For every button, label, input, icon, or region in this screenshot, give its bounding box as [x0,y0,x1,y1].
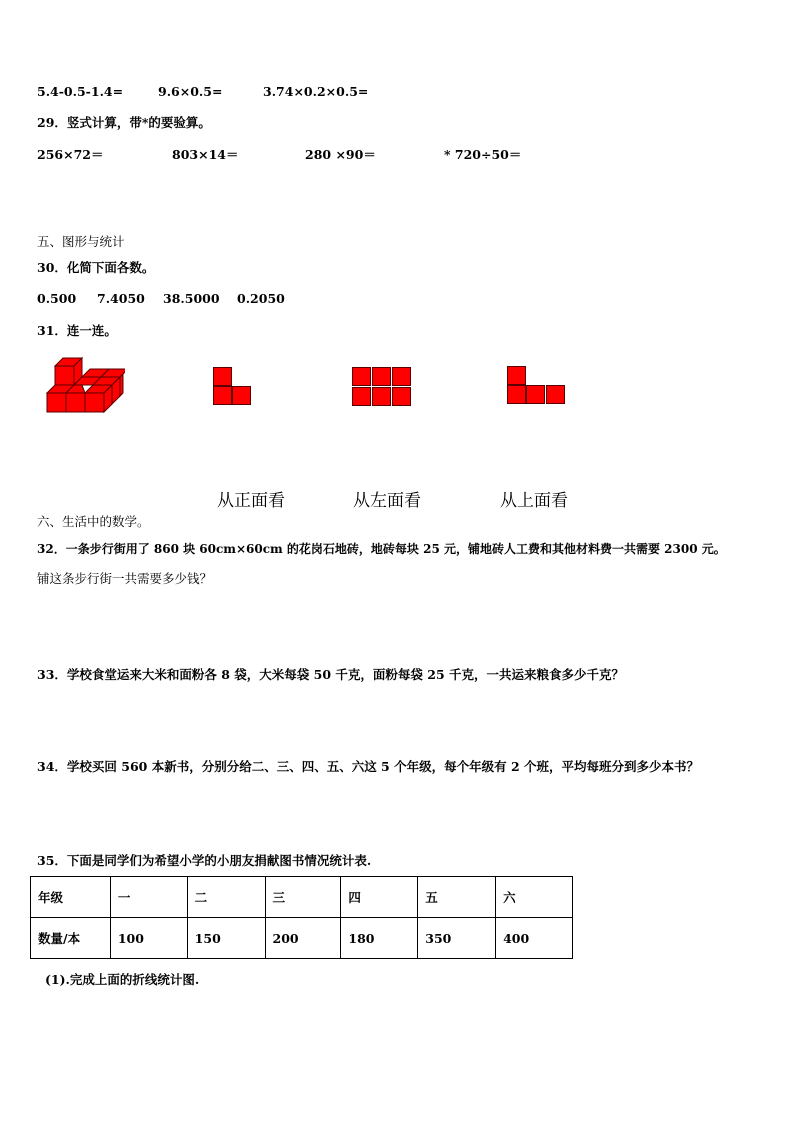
table-cell: 四 [341,877,418,918]
q35-title: 35．下面是同学们为希望小学的小朋友捐献图书情况统计表. [37,853,372,868]
square [213,386,232,405]
q32-line-2: 铺这条步行街一共需要多少钱？ [37,571,213,586]
square [392,387,411,406]
square [526,385,545,404]
q30-number-2: 7.4050 [97,291,145,306]
q30-number-1: 0.500 [37,291,77,306]
square [546,385,565,404]
table-cell: 180 [341,918,418,959]
q29-item-3: 280 ×90＝ [305,147,376,162]
table-row [31,918,573,959]
table-cell: 年级 [31,877,111,918]
table-cell: 一 [110,877,187,918]
expression-1: 5.4-0.5-1.4= [37,84,124,99]
expression-3: 3.74×0.2×0.5= [263,84,369,99]
q29-item-4: * 720÷50＝ [444,147,522,162]
q30-number-4: 0.2050 [237,291,285,306]
table-row [31,877,573,918]
q35-sub-1: (1).完成上面的折线统计图. [45,972,200,987]
q33-text: 33．学校食堂运来大米和面粉各 8 袋，大米每袋 50 千克，面粉每袋 25 千克，一共运来粮食多少千克？ [37,667,624,682]
table-cell: 数量/本 [31,918,111,959]
table-cell: 五 [418,877,496,918]
donation-table [30,876,573,959]
square [372,367,391,386]
view-label-front: 从正面看 [217,491,285,511]
table-cell: 350 [418,918,496,959]
q34-text: 34．学校买回 560 本新书，分别分给二、三、四、五、六这 5 个年级，每个年级有 2 个班，平均每班分到多少本书？ [37,759,699,774]
q30-number-3: 38.5000 [163,291,220,306]
table-cell: 150 [187,918,265,959]
table-cell: 100 [110,918,187,959]
table-cell: 三 [265,877,341,918]
square [352,387,371,406]
square [213,367,232,386]
q29-item-2: 803×14＝ [172,147,239,162]
section-6-heading: 六、生活中的数学。 [37,514,150,529]
square [507,366,526,385]
cube-stack-3d [45,355,125,415]
square [507,385,526,404]
table-cell: 400 [496,918,573,959]
view-label-top: 从上面看 [500,491,568,511]
q30-title: 30．化简下面各数。 [37,260,155,275]
table-cell: 二 [187,877,265,918]
table-cell: 200 [265,918,341,959]
q32-line-1: 32．一条步行街用了 860 块 60cm×60cm 的花岗石地砖，地砖每块 25 元，铺地砖人工费和其他材料费一共需要 2300 元。 [37,542,726,556]
table-cell: 六 [496,877,573,918]
square [392,367,411,386]
q31-title: 31．连一连。 [37,323,117,338]
square [372,387,391,406]
section-5-heading: 五、图形与统计 [37,234,125,249]
q29-title: 29．竖式计算，带*的要验算。 [37,115,211,130]
view-label-left: 从左面看 [353,491,421,511]
expression-2: 9.6×0.5= [158,84,223,99]
q29-item-1: 256×72＝ [37,147,104,162]
square [232,386,251,405]
square [352,367,371,386]
